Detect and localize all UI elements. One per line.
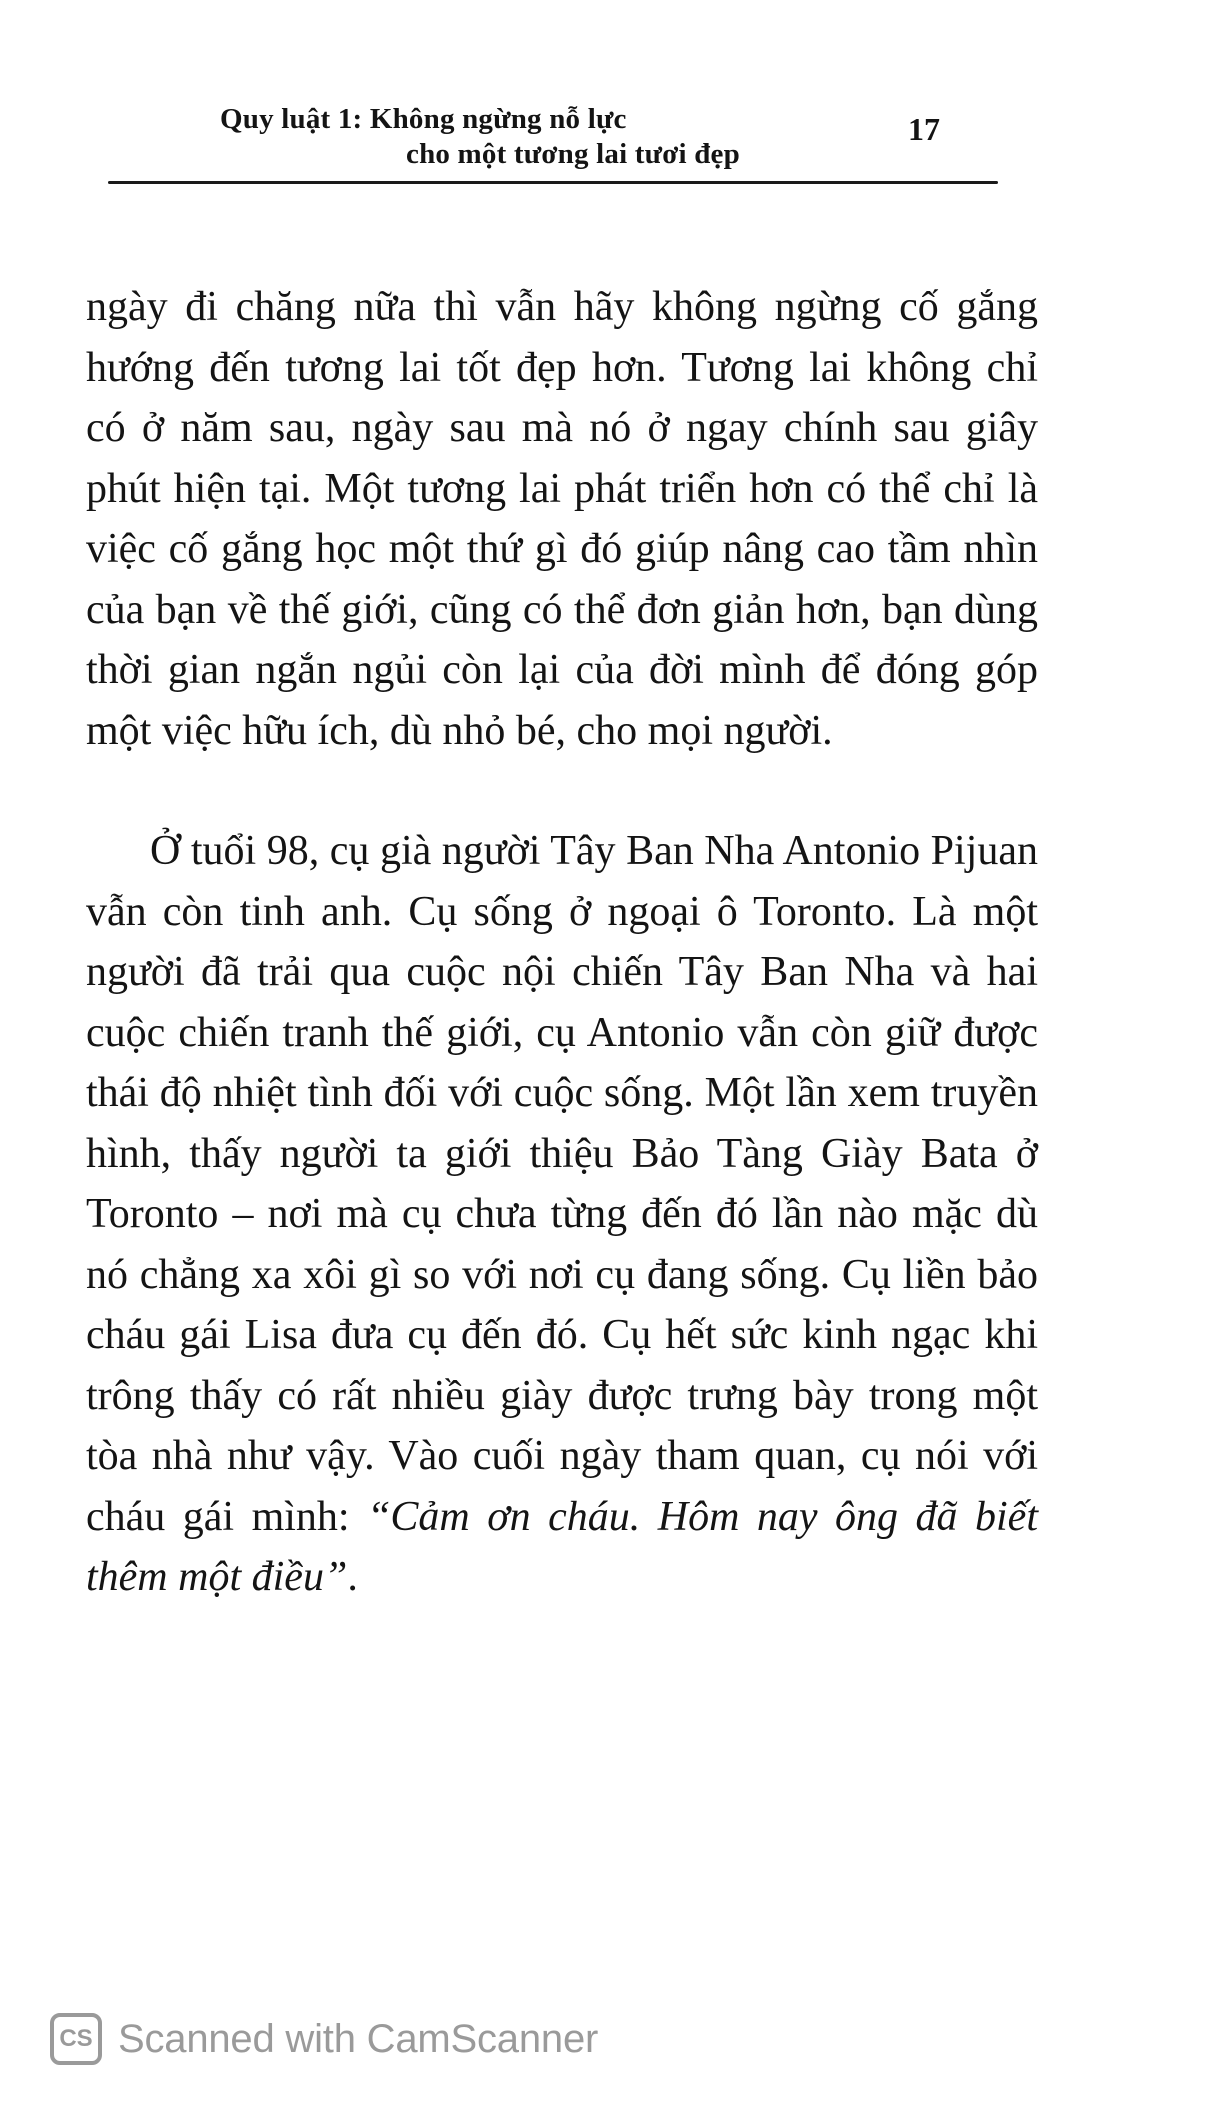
running-head-line-2: cho một tương lai tươi đẹp [406,138,740,170]
paragraph-1: ngày đi chăng nữa thì vẫn hãy không ngừng cố gắng hướng đến tương lai tốt đẹp hơn. Tương lai không chỉ có ở năm sau, ngày sau mà nó ở ngay chính sau giây phút hiện tại. Một tương lai phát triển hơn có thể chỉ là việc cố gắng học một thứ gì đó giúp nâng cao tầm nhìn của bạn về thế giới, cũng có thể đơn giản hơn, bạn dùng thời gian ngắn ngủi còn lại của đời mình để đóng góp một việc hữu ích, dù nhỏ bé, cho mọi người. [86,284,1038,754]
page-header [108,96,998,186]
paragraph-2 [86,821,1038,1608]
page-number: 17 [908,111,940,147]
book-page-body [86,277,1038,1608]
camscanner-logo-icon: CS [50,2013,102,2065]
paragraph-2-quote: “Cảm ơn cháu. Hôm nay ông đã biết thêm một điều” [86,1493,1038,1600]
camscanner-watermark [50,2013,598,2065]
camscanner-text: Scanned with CamScanner [118,2016,599,2061]
running-head-line-1: Quy luật 1: Không ngừng nỗ lực [220,103,627,135]
paragraph-2-text: Ở tuổi 98, cụ già người Tây Ban Nha Antonio Pijuan vẫn còn tinh anh. Cụ sống ở ngoại ô Toronto. Là một người đã trải qua cuộc nội chiến Tây Ban Nha và hai cuộc chiến tranh thế giới, cụ Antonio vẫn còn giữ được thái độ nhiệt tình đối với cuộc sống. Một lần xem truyền hình, thấy người ta giới thiệu Bảo Tàng Giày Bata ở Toronto – nơi mà cụ chưa từng đến đó lần nào mặc dù nó chẳng xa xôi gì so với nơi cụ đang sống. Cụ liền bảo cháu gái Lisa đưa cụ đến đó. Cụ hết sức kinh ngạc khi trông thấy có rất nhiều giày được trưng bày trong một tòa nhà như vậy. Vào cuối ngày tham quan, cụ nói với cháu gái mình: [86,828,1038,1540]
header-divider [108,181,998,184]
paragraph-2-ending: . [347,1554,358,1600]
running-head-title [220,102,780,172]
